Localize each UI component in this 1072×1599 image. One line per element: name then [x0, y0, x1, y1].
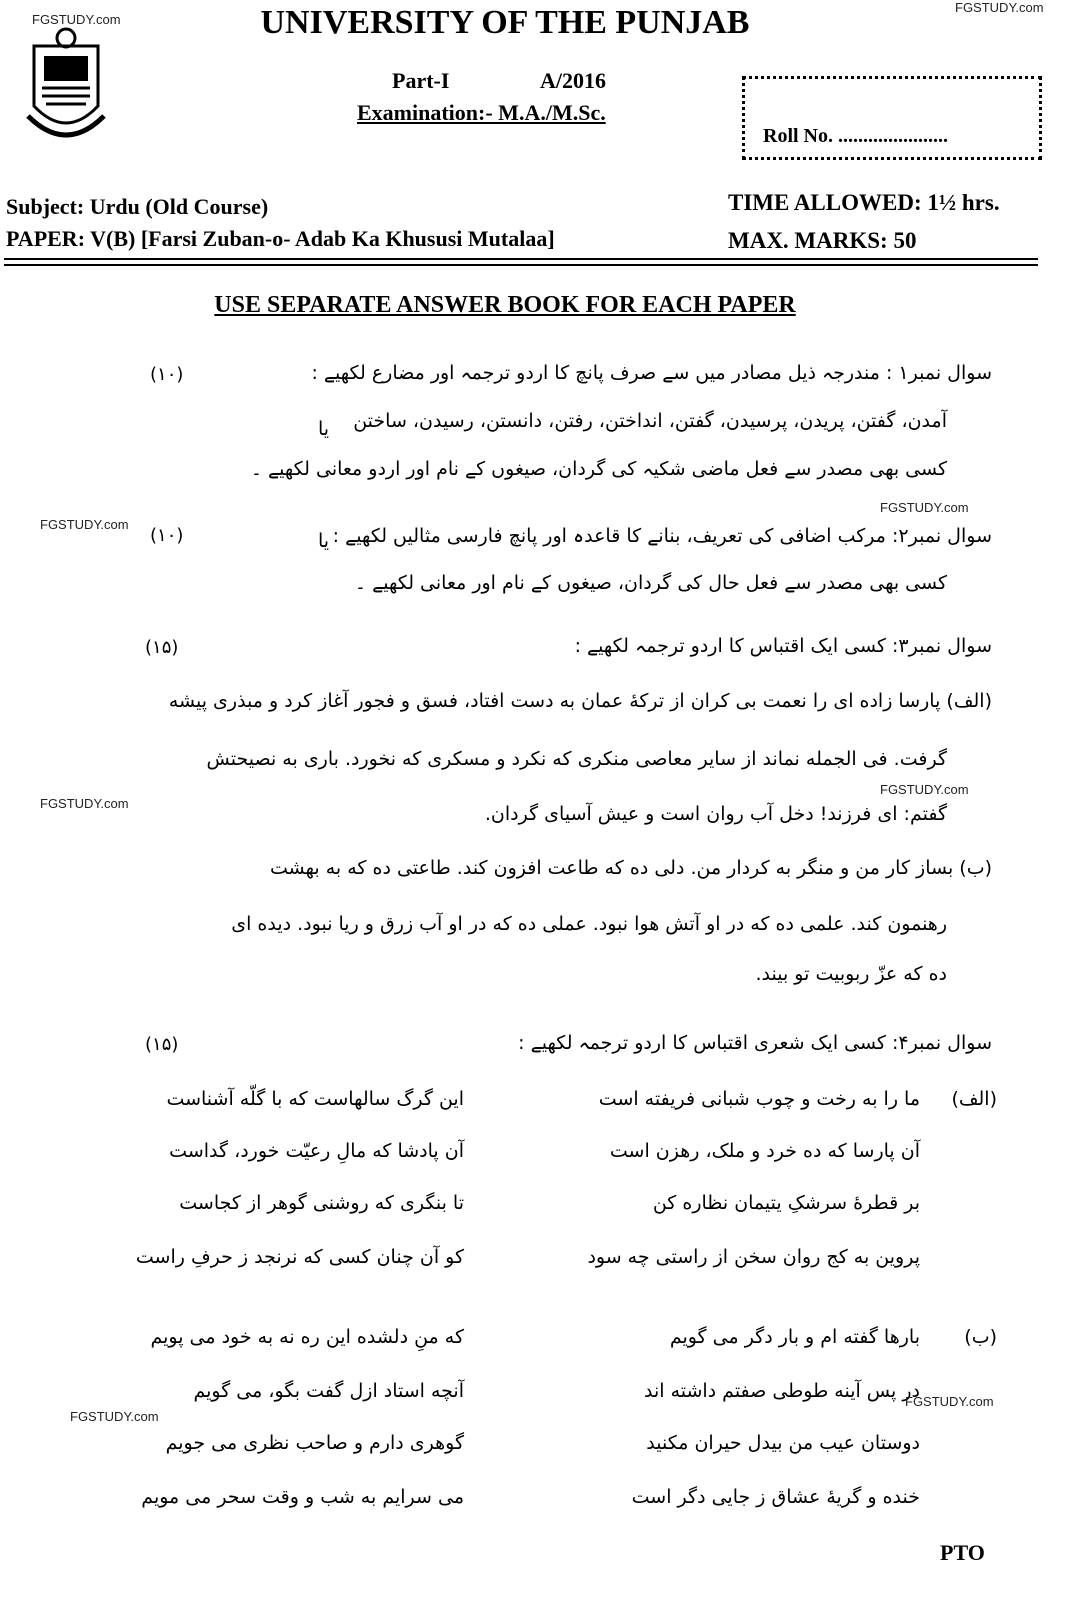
- instruction: USE SEPARATE ANSWER BOOK FOR EACH PAPER: [214, 292, 796, 318]
- watermark: FGSTUDY.com: [880, 500, 969, 515]
- q2-or: یا: [318, 530, 330, 552]
- watermark: FGSTUDY.com: [905, 1394, 994, 1409]
- university-logo: [14, 26, 118, 144]
- watermark: FGSTUDY.com: [880, 782, 969, 797]
- verse: در پس آینه طوطی صفتم داشته اند: [643, 1380, 920, 1402]
- watermark: FGSTUDY.com: [70, 1409, 159, 1424]
- q3-marks: (۱۵): [145, 637, 179, 658]
- pto: PTO: [940, 1540, 985, 1565]
- q3-b-line: (ب) بساز کار من و منگر به کردار من. دلی ده که طاعت افزون کند. طاعتی ده که به بهشت: [270, 857, 992, 879]
- q3-b-line: ده که عزّ ربوبیت تو بیند.: [755, 963, 947, 985]
- verse: آن پادشا که مالِ رعیّت خورد، گداست: [169, 1140, 464, 1162]
- part: Part-I: [392, 68, 450, 93]
- q3-heading: سوال نمبر۳: کسی ایک اقتباس کا اردو ترجمہ لکھیے :: [574, 635, 992, 657]
- q3-a-line: (الف) پارسا زاده ای را نعمت بی کران از ترکهٔ عمان به دست افتاد، فسق و فجور آغاز کرد و مبذری پیشه: [168, 690, 992, 712]
- q3-a-line: گفتم: ای فرزند! دخل آب روان است و عیش آسیای گردان.: [484, 803, 947, 825]
- session: A/2016: [540, 68, 606, 93]
- verse: پروین به کج روان سخن از راستی چه سود: [587, 1246, 920, 1268]
- q4-b-label: (ب): [964, 1326, 997, 1348]
- verse: گوهری دارم و صاحب نظری می جویم: [165, 1432, 464, 1454]
- q1-list: آمدن، گفتن، پریدن، پرسیدن، گفتن، انداختن، رفتن، دانستن، رسیدن، ساختن: [353, 410, 947, 432]
- q2-alt: کسی بھی مصدر سے فعل حال کی گردان، صیغوں کے نام اور معانی لکھیے ۔: [354, 572, 947, 594]
- q1-heading: سوال نمبر۱ : مندرجہ ذیل مصادر میں سے صرف پانچ کا اردو ترجمہ اور مضارع لکھیے :: [311, 362, 992, 384]
- university-title: UNIVERSITY OF THE PUNJAB: [260, 4, 750, 41]
- q2-marks: (۱۰): [150, 525, 184, 546]
- verse: کو آن چنان کسی که نرنجد ز حرفِ راست: [135, 1246, 464, 1268]
- verse: ما را به رخت و چوب شبانی فریفته است: [598, 1088, 920, 1110]
- verse: می سرایم به شب و وقت سحر می مویم: [141, 1486, 464, 1508]
- header-divider: [4, 258, 1038, 266]
- watermark: FGSTUDY.com: [40, 796, 129, 811]
- q3-b-line: رهنمون کند. علمی ده که در او آتش هوا نبود. عملی ده که در او آب زرق و ریا نبود. دیده ای: [231, 913, 947, 935]
- q4-a-label: (الف): [951, 1088, 997, 1110]
- roll-no: Roll No. ......................: [763, 125, 948, 147]
- verse: دوستان عیب من بیدل حیران مکنید: [646, 1432, 920, 1454]
- q4-marks: (۱۵): [145, 1034, 179, 1055]
- q1-marks: (۱۰): [150, 364, 184, 385]
- q1-or: یا: [318, 418, 330, 440]
- verse: که منِ دلشده این ره نه به خود می پویم: [150, 1326, 464, 1348]
- watermark: FGSTUDY.com: [32, 12, 121, 27]
- verse: تا بنگری که روشنی گوهر از کجاست: [179, 1192, 464, 1214]
- q1-alt: کسی بھی مصدر سے فعل ماضی شکیہ کی گردان، صیغوں کے نام اور اردو معانی لکھیے ۔: [250, 458, 947, 480]
- q4-heading: سوال نمبر۴: کسی ایک شعری اقتباس کا اردو ترجمہ لکھیے :: [518, 1032, 992, 1054]
- q3-a-line: گرفت. فی الجمله نماند از سایر معاصی منکری که نکرد و مسکری که نخورد. باری به نصیحتش: [206, 748, 947, 770]
- verse: آنچه استاد ازل گفت بگو، می گویم: [193, 1380, 464, 1402]
- verse: این گرگ سالهاست که با گلّه آشناست: [166, 1088, 464, 1110]
- examination: Examination:- M.A./M.Sc.: [357, 100, 606, 125]
- paper: PAPER: V(B) [Farsi Zuban-o- Adab Ka Khususi Mutalaa]: [6, 226, 555, 251]
- watermark: FGSTUDY.com: [955, 0, 1044, 15]
- verse: بر قطرهٔ سرشکِ یتیمان نظاره کن: [652, 1192, 920, 1214]
- verse: خنده و گریهٔ عشاق ز جایی دگر است: [631, 1486, 920, 1508]
- roll-no-box: [742, 76, 1042, 160]
- verse: بارها گفته ام و بار دگر می گویم: [669, 1326, 920, 1348]
- verse: آن پارسا که ده خرد و ملک، رهزن است: [609, 1140, 920, 1162]
- q2-heading: سوال نمبر۲: مرکب اضافی کی تعریف، بنانے کا قاعدہ اور پانچ فارسی مثالیں لکھیے :: [332, 525, 992, 547]
- max-marks: MAX. MARKS: 50: [728, 228, 917, 253]
- watermark: FGSTUDY.com: [40, 517, 129, 532]
- subject: Subject: Urdu (Old Course): [6, 194, 269, 219]
- time-allowed: TIME ALLOWED: 1½ hrs.: [728, 190, 1000, 215]
